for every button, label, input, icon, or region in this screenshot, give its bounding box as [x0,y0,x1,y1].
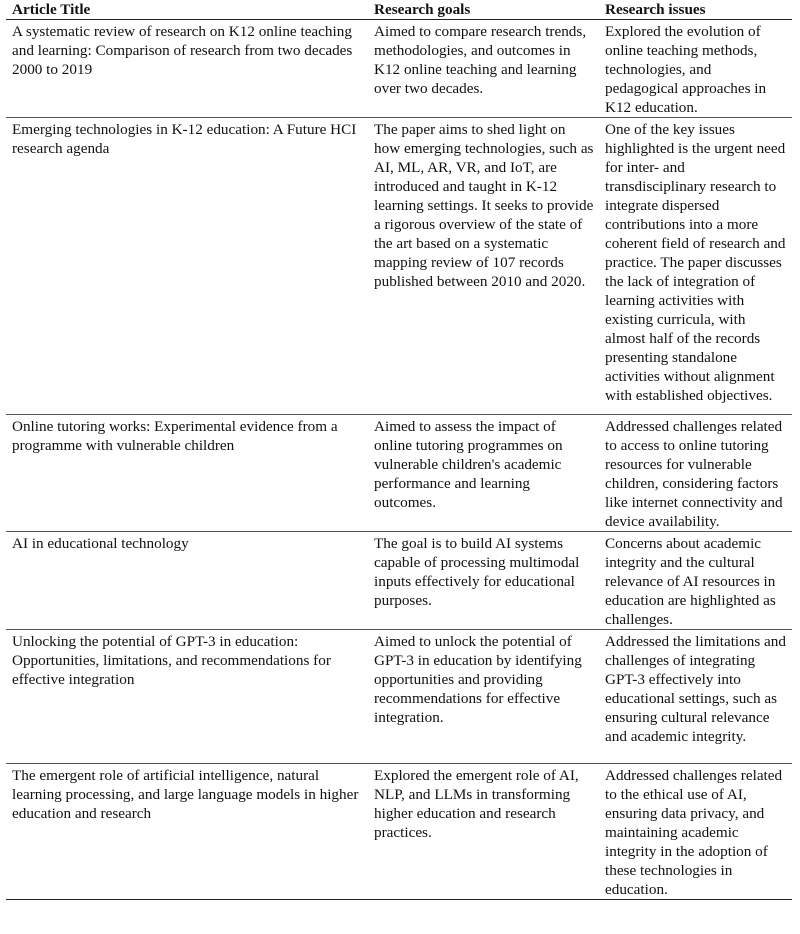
cell-research-goals: Aimed to assess the impact of online tutoring programmes on vulnerable children's academic performance and learning outcomes. [374,418,563,511]
cell-article-title: The emergent role of artificial intelligence, natural learning processing, and large language models in higher education and research [12,767,359,822]
cell-research-issues: Explored the evolution of online teaching methods, technologies, and pedagogical approaches in K12 education. [605,23,767,116]
header-article-title: Article Title [12,1,91,18]
cell-article-title: AI in educational technology [12,535,189,552]
cell-research-goals: Aimed to compare research trends, methodologies, and outcomes in K12 online teaching and learning over two decades. [374,23,587,97]
cell-research-issues: One of the key issues highlighted is the urgent need for inter- and transdisciplinary research to integrate dispersed contributions into a more coherent field of research and practice. The paper discusses the lack of integration of learning activities with existing curricula, with almost half of the records presenting standalone activities without alignment with established objectives. [605,121,786,404]
cell-research-issues: Addressed the limitations and challenges of integrating GPT-3 effectively into educational settings, such as ensuring cultural relevance and academic integrity. [605,633,786,745]
table-row [6,415,792,532]
cell-article-title: A systematic review of research on K12 online teaching and learning: Comparison of research from two decades 2000 to 2019 [12,23,353,78]
cell-research-issues: Concerns about academic integrity and the cultural relevance of AI resources in education are highlighted as challenges. [605,535,776,628]
cell-article-title: Online tutoring works: Experimental evidence from a programme with vulnerable children [12,418,338,454]
cell-research-issues: Addressed challenges related to access to online tutoring resources for vulnerable children, considering factors like internet connectivity and device availability. [605,418,783,530]
table-header [6,0,792,20]
table-row [6,764,792,900]
header-research-issues: Research issues [605,1,706,18]
table-row [6,532,792,630]
cell-research-goals: Explored the emergent role of AI, NLP, and LLMs in transforming higher education and research practices. [374,767,579,841]
cell-article-title: Emerging technologies in K-12 education: A Future HCI research agenda [12,121,357,157]
cell-research-goals: The paper aims to shed light on how emerging technologies, such as AI, ML, AR, VR, and IoT, are introduced and taught in K-12 learning settings. It seeks to provide a rigorous overview of the state of the art based on a systematic mapping review of 107 records published between 2010 and 2020. [374,121,594,290]
cell-research-goals: The goal is to build AI systems capable of processing multimodal inputs effectively for educational purposes. [374,535,580,609]
table-row [6,118,792,415]
cell-article-title: Unlocking the potential of GPT-3 in education: Opportunities, limitations, and recommendations for effective integration [12,633,331,688]
header-research-goals: Research goals [374,1,471,18]
literature-table [6,0,792,900]
cell-research-goals: Aimed to unlock the potential of GPT-3 in education by identifying opportunities and providing recommendations for effective integration. [374,633,582,726]
cell-research-issues: Addressed challenges related to the ethical use of AI, ensuring data privacy, and maintaining academic integrity in the adoption of these technologies in education. [605,767,783,898]
table-row [6,20,792,118]
table-row [6,630,792,764]
